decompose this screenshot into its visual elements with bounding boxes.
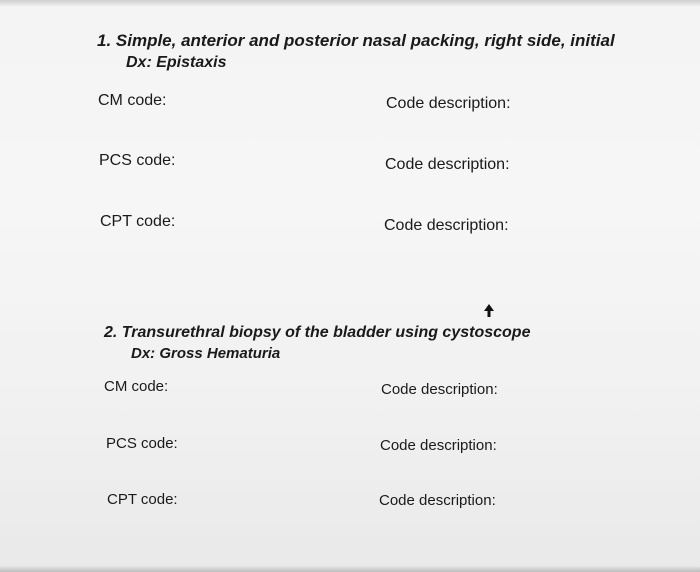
question-1-cpt-code-label: CPT code: (100, 213, 176, 230)
question-2-cm-code-label: CM code: (104, 378, 169, 395)
question-2-cpt-description-label: Code description: (379, 492, 496, 509)
question-1-pcs-description-label: Code description: (385, 156, 510, 173)
question-2-cpt-code-label: CPT code: (107, 491, 178, 508)
question-2-diagnosis: Dx: Gross Hematuria (131, 345, 281, 362)
question-1-title: 1. Simple, anterior and posterior nasal packing, right side, initial (97, 31, 615, 50)
question-2-pcs-code-label: PCS code: (106, 435, 178, 452)
page-top-edge (0, 0, 700, 6)
question-1-diagnosis: Dx: Epistaxis (126, 54, 227, 71)
question-1-cm-code-label: CM code: (98, 92, 167, 109)
question-2-pcs-description-label: Code description: (380, 437, 497, 454)
page-bottom-edge (0, 566, 700, 572)
question-1-pcs-code-label: PCS code: (99, 152, 176, 169)
question-2-cm-description-label: Code description: (381, 381, 498, 398)
question-2-title: 2. Transurethral biopsy of the bladder using cystoscope (104, 324, 531, 341)
question-1-cpt-description-label: Code description: (384, 217, 509, 234)
mouse-pointer-icon (483, 304, 495, 318)
question-1-cm-description-label: Code description: (386, 95, 511, 112)
